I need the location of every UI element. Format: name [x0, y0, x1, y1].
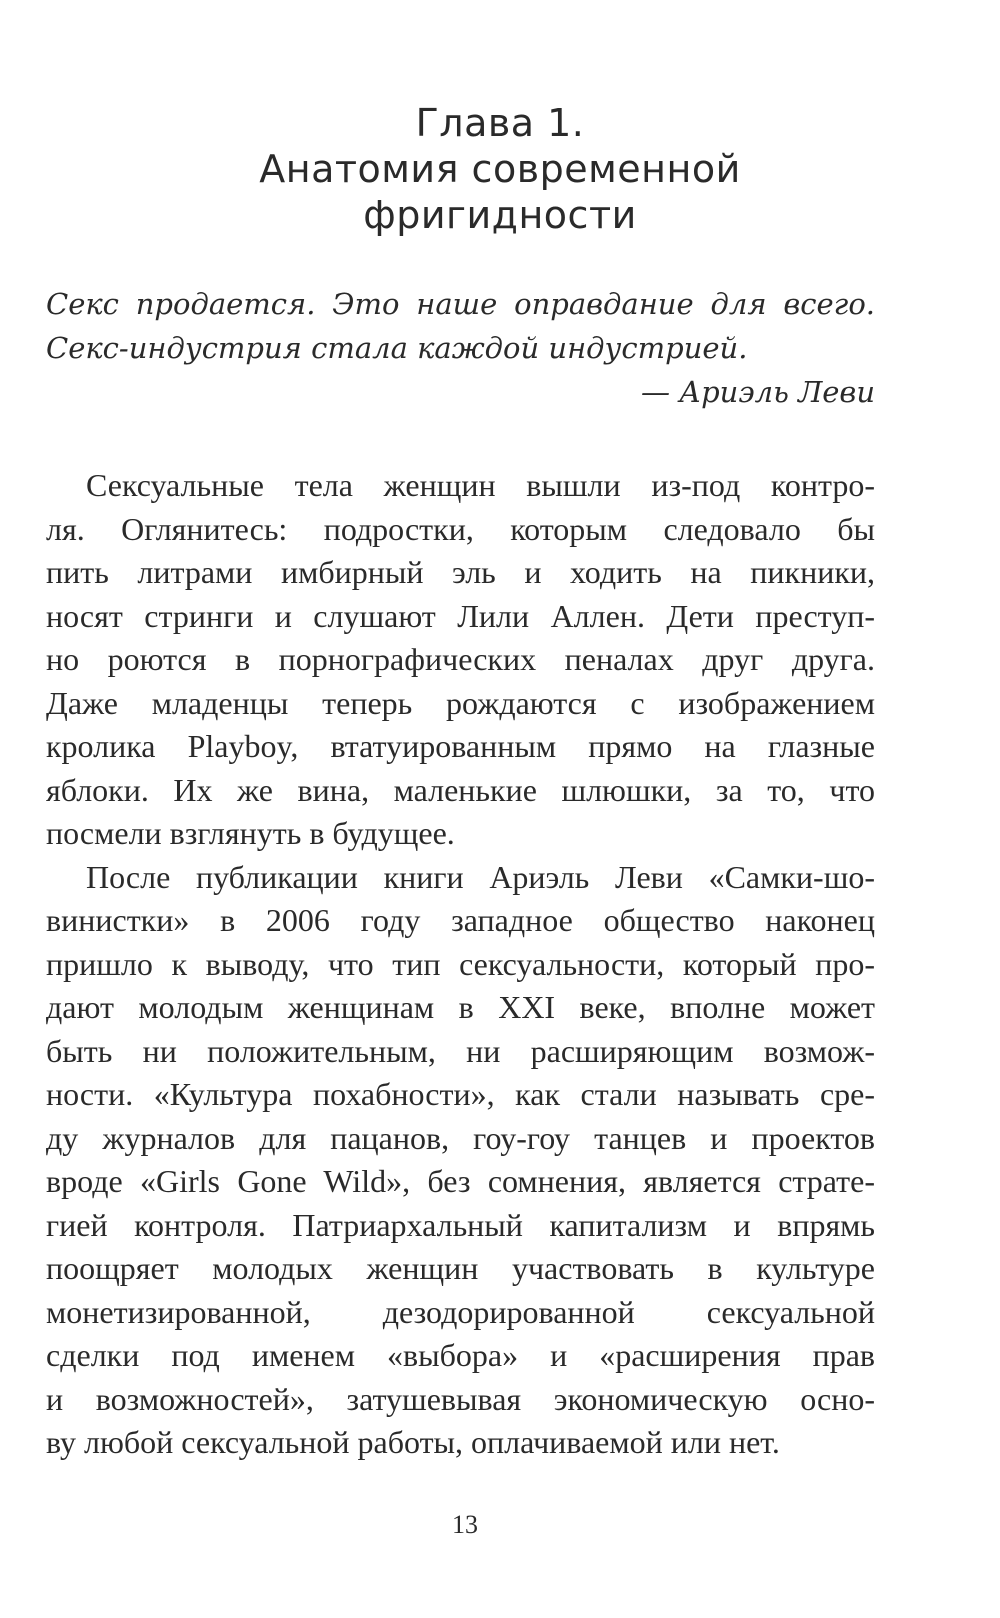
text-line: винистки» в 2006 году западное общество наконец [46, 902, 875, 938]
text-line: посмели взглянуть в будущее. [46, 815, 455, 851]
text-line: поощряет молодых женщин участвовать в культуре [46, 1250, 875, 1286]
text-line: гией контроля. Патриархальный капитализм и впрямь [46, 1206, 875, 1243]
text-line: но роются в порнографических пеналах друг друга. [46, 641, 875, 677]
epigraph-author: — Ариэль Леви [640, 375, 875, 409]
epigraph [46, 282, 875, 414]
text-line: сделки под именем «выбора» и «расширения прав [46, 1337, 875, 1373]
text-line: пить литрами имбирный эль и ходить на пикники, [46, 554, 875, 590]
text-line: ву любой сексуальной работы, оплачиваемой или нет. [46, 1424, 780, 1460]
epigraph-line: Секс-индустрия стала каждой индустрией. [46, 331, 748, 365]
text-line: яблоки. Их же вина, маленькие шлюшки, за то, что [46, 771, 875, 808]
text-line: быть ни положительным, ни расширяющим возмож- [46, 1032, 875, 1069]
body-text [46, 464, 875, 1465]
text-line: Даже младенцы теперь рождаются с изображением [46, 684, 875, 721]
text-line: и возможностей», затушевывая экономическую осно- [46, 1380, 875, 1417]
text-line: кролика Playboy, втатуированным прямо на глазные [46, 728, 875, 764]
page-number: 13 [452, 1510, 478, 1539]
chapter-title-line-2: фригидности [363, 193, 637, 237]
text-line: ду журналов для пацанов, гоу-гоу танцев и проектов [46, 1119, 875, 1156]
text-line: вроде «Girls Gone Wild», без сомнения, является страте- [46, 1163, 875, 1199]
chapter-title-line-1: Анатомия современной [259, 147, 741, 191]
chapter-title [100, 100, 900, 238]
paragraph-1 [46, 464, 875, 856]
text-line: ля. Оглянитесь: подростки, которым следовало бы [46, 510, 875, 547]
epigraph-line: Секс продается. Это наше оправдание для всего. [46, 287, 875, 321]
text-line: монетизированной, дезодорированной сексуальной [46, 1293, 875, 1330]
text-line: пришло к выводу, что тип сексуальности, который про- [46, 945, 875, 982]
paragraph-2 [46, 856, 875, 1465]
text-line: После публикации книги Ариэль Леви «Самки-шо- [86, 858, 875, 895]
text-line: Сексуальные тела женщин вышли из-под контро- [86, 467, 875, 503]
text-line: дают молодым женщинам в XXI веке, вполне может [46, 989, 875, 1025]
chapter-number: Глава 1. [415, 101, 585, 145]
text-line: ности. «Культура похабности», как стали называть сре- [46, 1076, 875, 1112]
text-line: носят стринги и слушают Лили Аллен. Дети преступ- [46, 597, 875, 634]
